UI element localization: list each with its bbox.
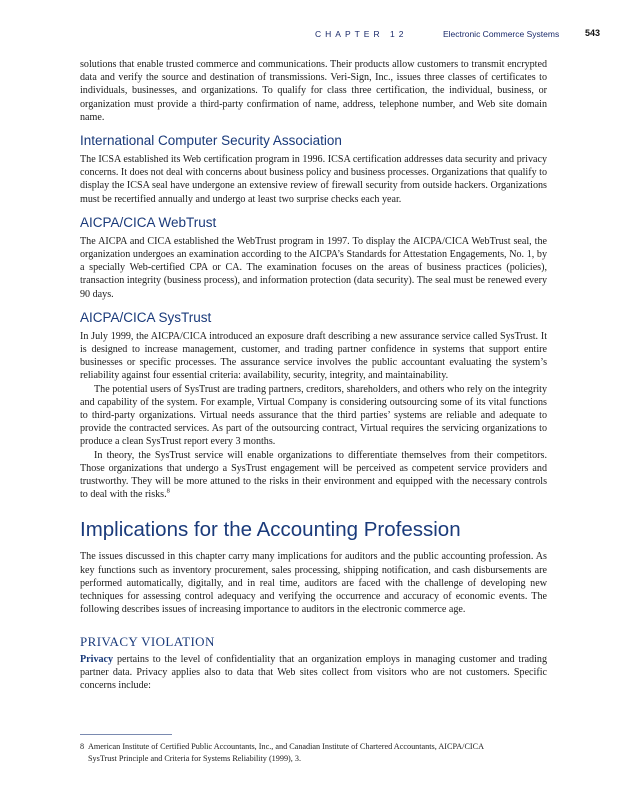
book-title: Electronic Commerce Systems [443, 29, 560, 39]
paragraph-icsa: The ICSA established its Web certification program in 1996. ICSA certification addresses data security and privacy concerns. It does not deal with concerns about business policy and business processes. Organizations that qualify to display the ICSA seal have undergone an extensive review of firewall security from outside hackers. Organizations must be recertified annually and undergo at least two surprise checks each year. [80, 154, 547, 205]
footnote-text-2: SysTrust Principle and Criteria for Systems Reliability (1999), 3. [88, 753, 302, 763]
paragraph-privacy [80, 653, 547, 693]
paragraph-webtrust: The AICPA and CICA established the WebTrust program in 1997. To display the AICPA/CICA WebTrust seal, the organization undergoes an examination according to the AICPA’s Standards for Attestation Engagements, No. 1, by a specially Web-certified CPA or CA. The examination focuses on the areas of business practices (policies), transaction integrity (business process), and information protection (data security). The seal must be renewed every 90 days. [80, 235, 547, 300]
page-body [80, 58, 547, 692]
heading-implications: Implications for the Accounting Profession [80, 518, 461, 542]
heading-webtrust: AICPA/CICA WebTrust [80, 214, 217, 230]
footnote-text-1: American Institute of Certified Public Accountants, Inc., and Canadian Institute of Chartered Accountants, AICPA/CICA [88, 742, 485, 751]
paragraph-systrust-3-text: In theory, the SysTrust service will enable organizations to differentiate themselves from their competitors. Those organizations that undergo a SysTrust engagement will be perceived as competent service providers and trustworthy. They will be more attuned to the risks in their environment and equipped with the necessary controls to deal with the risks. [80, 449, 547, 501]
paragraph-systrust-3 [80, 449, 547, 502]
footnote-divider [80, 734, 172, 735]
chapter-label: CHAPTER 12 [315, 29, 408, 39]
running-head [80, 27, 600, 43]
key-term-privacy: Privacy [80, 653, 114, 665]
paragraph-intro: solutions that enable trusted commerce and communications. Their products allow customers to transmit encrypted data and verify the source and destination of transmissions. Veri-Sign, Inc., issues three classes of certificates to individuals, businesses, and organizations. To qualify for class three certification, the individual, business, or organization must provide a third-party confirmation of name, address, telephone number, and Web site domain name. [80, 59, 547, 123]
heading-systrust: AICPA/CICA SysTrust [80, 309, 212, 325]
paragraph-privacy-text: pertains to the level of confidentiality that an organization employs in managing customer and trading partner data. Privacy applies also to data that Web sites collect from visitors who are not customers. Specific concerns include: [80, 653, 547, 691]
paragraph-systrust-1: In July 1999, the AICPA/CICA introduced an exposure draft describing a new assurance service called SysTrust. It is designed to increase management, customer, and trading partner confidence in systems that support entire businesses or specific processes. The assurance service involves the public accountant evaluating the system’s reliability against four essential criteria: availability, security, integrity, and maintainability. [80, 330, 547, 382]
paragraph-systrust-2: The potential users of SysTrust are trading partners, creditors, shareholders, and others who rely on the integrity and capability of the system. For example, Virtual Company is considering outsourcing some of its vital functions to third-party organizations. Virtual needs assurance that the third parties’ systems are reliable and adequate to provide the contracted services. As part of the outsourcing contract, Virtual requires the servicing organizations to produce a clean SysTrust report every 3 months. [80, 383, 547, 448]
footnote-line-1 [80, 741, 547, 753]
paragraph-implications: The issues discussed in this chapter carry many implications for auditors and the public accounting profession. As key functions such as inventory procurement, sales processing, shipping notification, and cash disbursements are performed automatically, digitally, and in real time, auditors are faced with the challenge of developing new techniques for assessing control adequacy and verifying the occurrence and accuracy of economic events. The following describes issues of increasing importance to auditors in the electronic commerce age. [80, 551, 547, 616]
footnote-number: 8 [80, 742, 85, 751]
footnote-ref[interactable]: 8 [166, 487, 170, 495]
footnote [80, 741, 547, 764]
heading-privacy-violation: PRIVACY VIOLATION [80, 633, 215, 649]
heading-icsa: International Computer Security Association [80, 133, 342, 149]
page-number: 543 [584, 28, 600, 38]
